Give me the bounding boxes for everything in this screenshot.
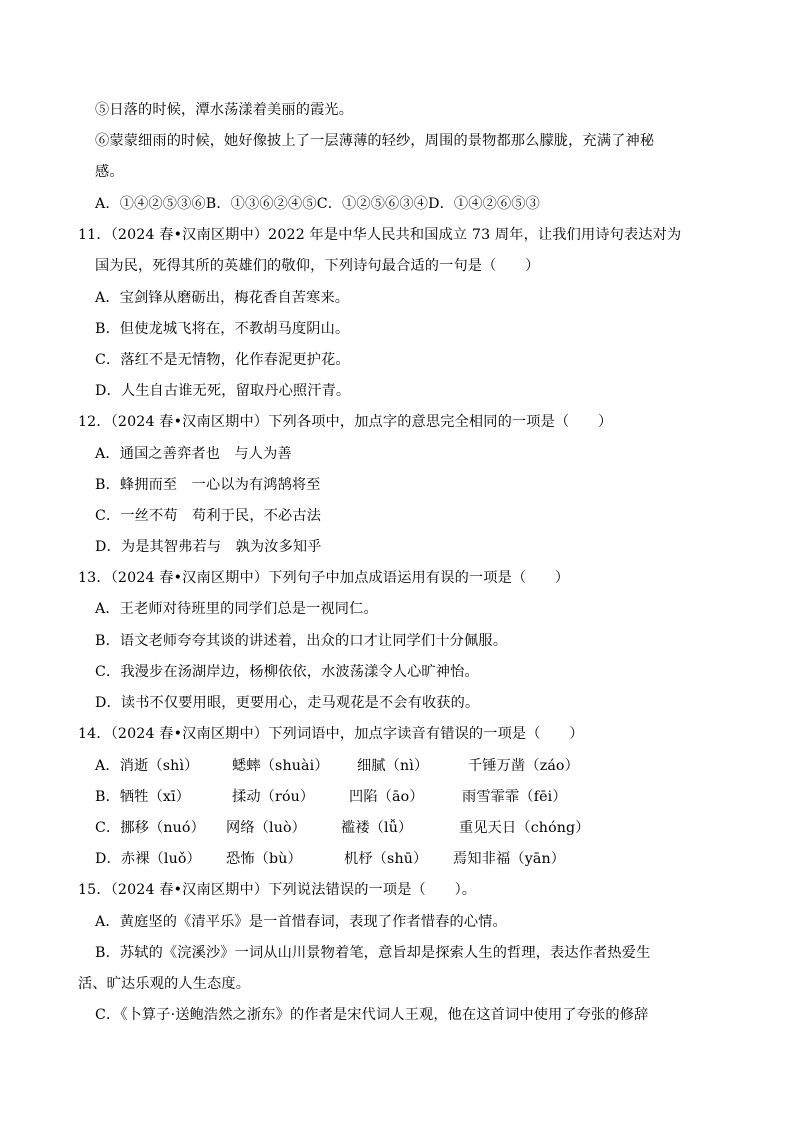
question-15-stem: 15．（2024 春•汉南区期中）下列说法错误的一项是（ ）。 xyxy=(78,882,477,898)
option-b-word-2: 揉动（róu） xyxy=(232,789,315,805)
question-15-option-b-line1: B．苏轼的《浣溪沙》一词从山川景物着笔，意旨却是探索人生的哲理，表达作者热爱生 xyxy=(95,945,651,961)
question-12-stem: 12．（2024 春•汉南区期中）下列各项中，加点字的意思完全相同的一项是（ ） xyxy=(78,414,613,430)
option-d-word-1: D．赤裸（luǒ） xyxy=(95,851,201,867)
option-b-word-1: B．牺牲（xī） xyxy=(95,789,191,805)
question-14-stem: 14．（2024 春•汉南区期中）下列词语中，加点字读音有错误的一项是（ ） xyxy=(78,726,584,742)
option-c-word-2: 网络（luò） xyxy=(226,820,307,836)
prev-item-6-line1: ⑥蒙蒙细雨的时候，她好像披上了一层薄薄的轻纱，周围的景物都那么朦胧，充满了神秘 xyxy=(95,133,655,149)
option-d-word-4: 焉知非福（yān） xyxy=(453,851,566,867)
question-12-option-c: C．一丝不苟 苟利于民，不必古法 xyxy=(95,508,322,524)
question-11-option-c: C．落红不是无情物，化作春泥更护花。 xyxy=(95,352,350,368)
question-12-option-a: A．通国之善弈者也 与人为善 xyxy=(95,446,292,462)
question-11-option-a: A．宝剑锋从磨砺出，梅花香自苦寒来。 xyxy=(95,290,350,306)
option-a-word-3: 细腻（nì） xyxy=(357,758,429,774)
question-15-option-a: A．黄庭坚的《清平乐》是一首惜春词，表现了作者惜春的心情。 xyxy=(95,914,507,930)
question-15-option-c-line1: C．《卜算子·送鲍浩然之浙东》的作者是宋代词人王观，他在这首词中使用了夸张的修辞 xyxy=(95,1007,649,1023)
question-13-stem: 13．（2024 春•汉南区期中）下列句子中加点成语运用有误的一项是（ ） xyxy=(78,570,570,586)
option-c-word-4: 重见天日（chóng） xyxy=(459,820,590,836)
question-11-stem-line2: 国为民，死得其所的英雄们的敬仰，下列诗句最合适的一句是（ ） xyxy=(95,258,540,274)
option-d-word-3: 机杼（shū） xyxy=(344,851,428,867)
question-11-option-d: D．人生自古谁无死，留取丹心照汗青。 xyxy=(95,383,351,399)
question-12-option-b: B．蜂拥而至 一心以为有鸿鹄将至 xyxy=(95,477,321,493)
prev-item-5: ⑤日落的时候，潭水荡漾着美丽的霞光。 xyxy=(95,102,354,118)
question-13-option-d: D．读书不仅要用眼，更要用心，走马观花是不会有收获的。 xyxy=(95,695,480,711)
question-15-option-b-line2: 活、旷达乐观的人生态度。 xyxy=(78,976,251,992)
question-11-option-b: B．但使龙城飞将在，不教胡马度阴山。 xyxy=(95,321,350,337)
question-12-option-d: D．为是其智弗若与 孰为汝多知乎 xyxy=(95,539,322,555)
question-13-option-c: C．我漫步在汤湖岸边，杨柳依依，水波荡漾令人心旷神怡。 xyxy=(95,664,479,680)
option-c-word-1: C．挪移（nuó） xyxy=(95,820,205,836)
prev-item-6-line2: 感。 xyxy=(95,164,124,180)
option-a-word-4: 千锤万凿（záo） xyxy=(468,758,579,774)
question-13-option-b: B．语文老师夸夸其谈的讲述着，出众的口才让同学们十分佩服。 xyxy=(95,633,508,649)
question-13-option-a: A．王老师对待班里的同学们总是一视同仁。 xyxy=(95,601,378,617)
prev-question-options: A．①④②⑤③⑥B．①③⑥②④⑤C．①②⑤⑥③④D．①④②⑥⑤③ xyxy=(95,196,540,212)
option-c-word-3: 褴褛（lǚ） xyxy=(341,820,413,836)
option-a-word-2: 蟋蟀（shuài） xyxy=(232,758,329,774)
question-11-stem-line1: 11．（2024 春•汉南区期中）2022 年是中华人民共和国成立 73 周年，让我们用诗句表达对为 xyxy=(78,227,682,243)
option-b-word-4: 雨雪霏霏（fēi） xyxy=(462,789,567,805)
option-a-word-1: A．消逝（shì） xyxy=(95,758,199,774)
option-b-word-3: 凹陷（āo） xyxy=(349,789,424,805)
option-d-word-2: 恐怖（bù） xyxy=(226,851,302,867)
